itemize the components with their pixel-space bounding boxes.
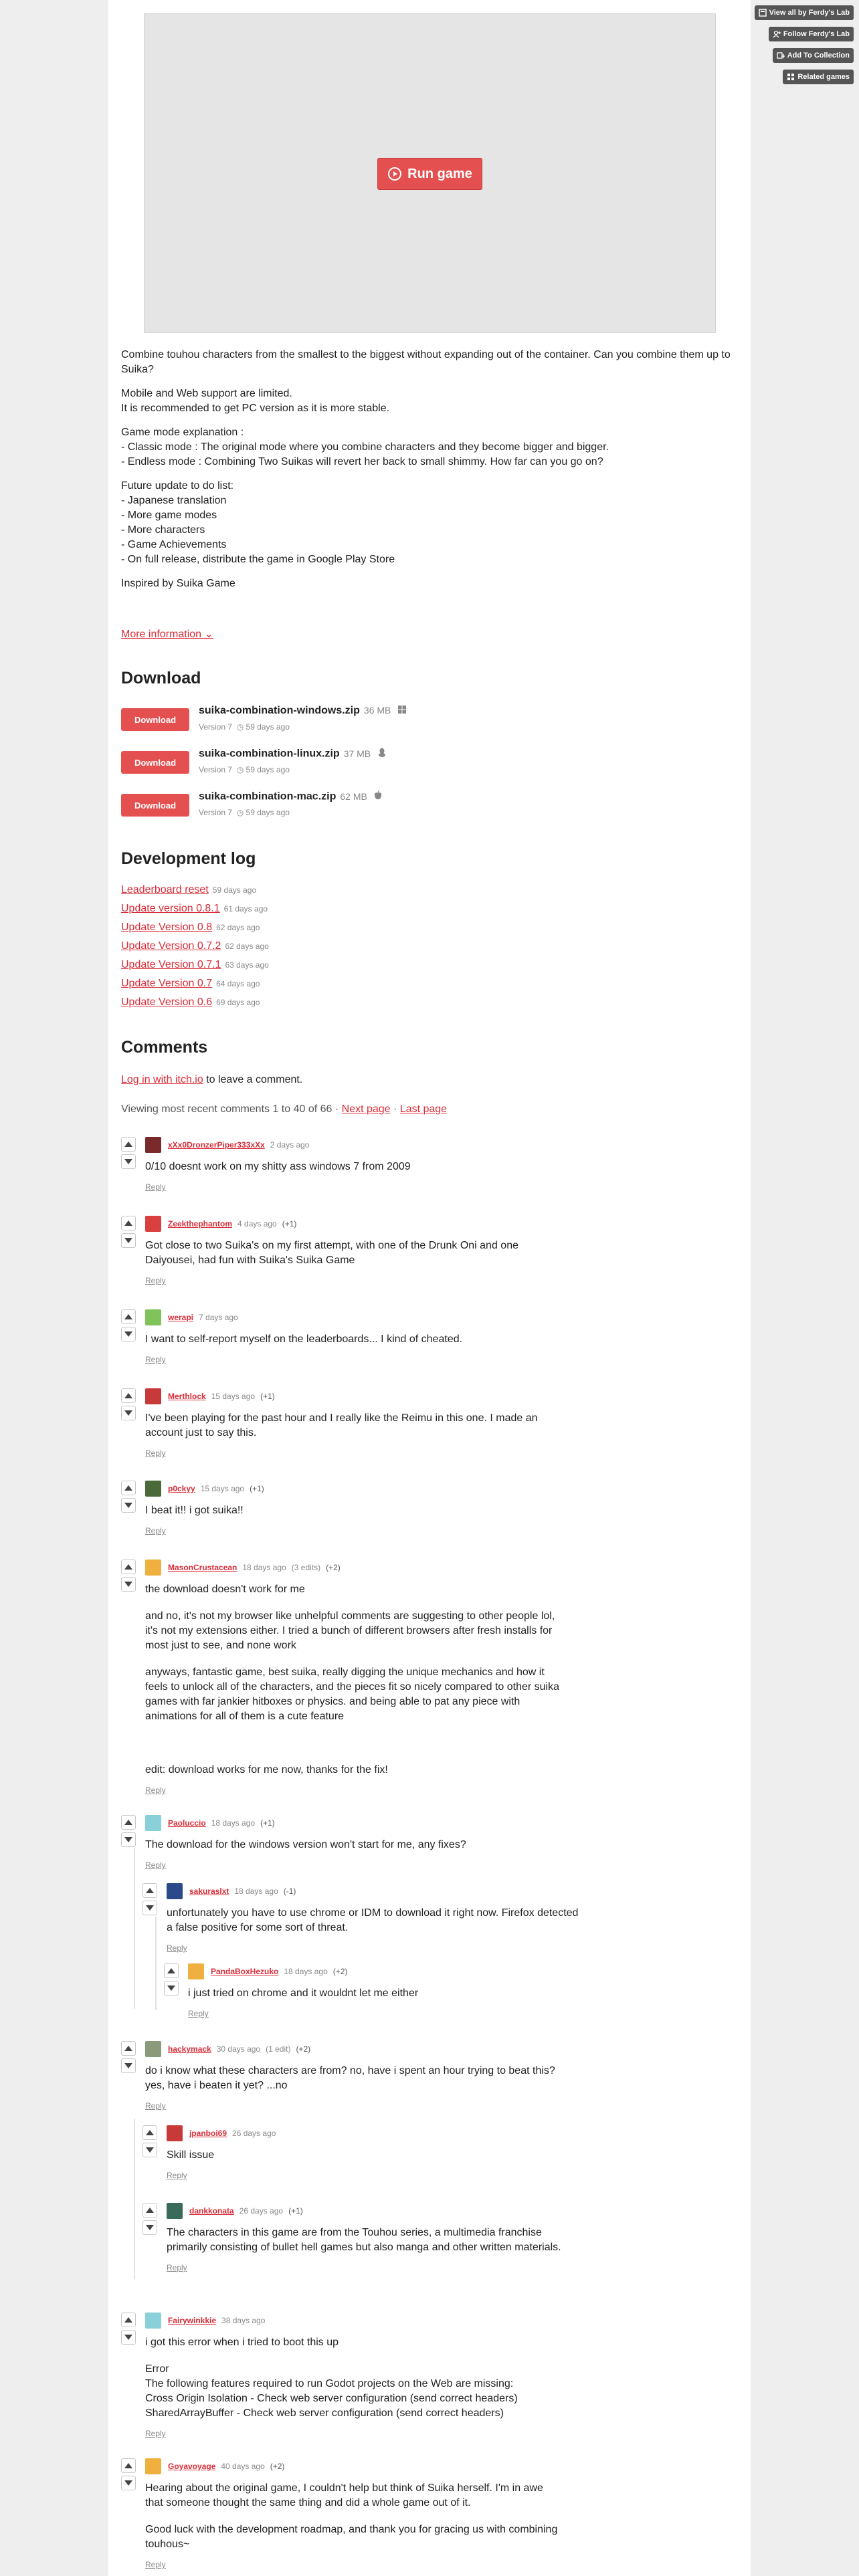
downvote-button[interactable] xyxy=(142,2220,157,2235)
login-link[interactable]: Log in with itch.io xyxy=(121,1074,203,1085)
file-size: 37 MB xyxy=(343,748,371,759)
comment-body xyxy=(145,1160,560,1194)
download-mac-button[interactable]: Download xyxy=(121,794,189,817)
avatar[interactable] xyxy=(145,1815,161,1831)
upvote-button[interactable] xyxy=(121,1137,136,1152)
downvote-button[interactable] xyxy=(121,1327,136,1341)
comment-ago[interactable]: 2 days ago xyxy=(270,1140,310,1150)
comment-username[interactable]: Zeekthephantom xyxy=(168,1219,233,1228)
comment-header xyxy=(189,2206,303,2216)
reply-link[interactable]: Reply xyxy=(167,2171,187,2180)
comment-points: (+2) xyxy=(326,1563,341,1572)
comment-header xyxy=(168,1392,275,1401)
comment-username[interactable]: Fairywinkkie xyxy=(168,2316,217,2325)
comment-paragraph: I want to self-report myself on the leaderboards... I kind of cheated. xyxy=(145,1333,463,1345)
avatar[interactable] xyxy=(145,1560,161,1576)
file-version: Version 7 xyxy=(199,722,233,732)
reply-link[interactable]: Reply xyxy=(145,1448,166,1458)
arrow-up-icon xyxy=(124,1485,132,1491)
arrow-down-icon xyxy=(146,2147,154,2153)
reply-link[interactable]: Reply xyxy=(167,2263,187,2272)
devlog-ago: 64 days ago xyxy=(216,979,260,988)
vote-controls xyxy=(121,2458,136,2493)
pagination-separator: · xyxy=(390,1103,400,1115)
viewing-count: Viewing most recent comments 1 to 40 of 66 · xyxy=(121,1103,342,1115)
reply-link[interactable]: Reply xyxy=(145,2429,166,2438)
comment-paragraph: anyways, fantastic game, best suika, really digging the unique mechanics and how it feels to unlock all of the characters, and the pieces fit so nicely compared to other suika games with far jankier hitboxes or physics. and being able to pat any piece with animations for all of them is a cute feature xyxy=(145,1667,559,1722)
download-row-mac xyxy=(121,790,589,828)
arrow-down-icon xyxy=(124,1238,132,1243)
comment-edits: (1 edit) xyxy=(266,2044,291,2054)
apple-icon xyxy=(374,790,382,803)
downvote-button[interactable] xyxy=(142,1901,157,1915)
devlog-ago: 62 days ago xyxy=(216,923,260,932)
arrow-up-icon xyxy=(124,2463,132,2468)
upvote-button[interactable] xyxy=(142,1883,157,1898)
comment-body xyxy=(145,1582,560,1798)
comment-points: (+2) xyxy=(332,1967,348,1976)
comment-body xyxy=(145,1332,560,1367)
comments-heading: Comments xyxy=(121,1038,208,1057)
upvote-button[interactable] xyxy=(121,1388,136,1403)
follow-label: Follow Ferdy's Lab xyxy=(783,30,850,38)
file-name-text: suika-combination-linux.zip xyxy=(199,748,340,760)
add-collection-icon xyxy=(777,51,785,60)
comment-body xyxy=(145,2481,560,2572)
comment-ago[interactable]: 40 days ago xyxy=(221,2462,265,2471)
devlog-item xyxy=(121,884,256,896)
comment-ago[interactable]: 4 days ago xyxy=(237,1219,277,1228)
file-name xyxy=(199,790,382,803)
reply-link[interactable]: Reply xyxy=(145,1182,166,1192)
arrow-up-icon xyxy=(124,2317,132,2323)
arrow-up-icon xyxy=(124,1142,132,1147)
file-ago: 59 days ago xyxy=(246,765,290,774)
comment-username[interactable]: dankkonata xyxy=(189,2206,234,2216)
comment-edits: (3 edits) xyxy=(291,1563,321,1572)
pagination xyxy=(121,1103,447,1115)
devlog-ago: 69 days ago xyxy=(216,998,260,1007)
devlog-ago: 63 days ago xyxy=(225,960,269,970)
avatar[interactable] xyxy=(145,2041,161,2057)
comment-paragraph: Error The following features required to run Godot projects on the Web are missing: Cross Origin Isolation - Check web server configuration (send correct headers) SharedArrayBuffer - Check web server configuration (send correct headers) xyxy=(145,2363,518,2419)
comment-header xyxy=(168,2044,310,2054)
download-row-linux xyxy=(121,748,589,785)
avatar[interactable] xyxy=(145,1481,161,1497)
comment-username[interactable]: hackymack xyxy=(168,2044,211,2054)
avatar[interactable] xyxy=(145,2313,161,2329)
add-to-collection-label: Add To Collection xyxy=(787,51,850,60)
description-paragraph: Inspired by Suika Game xyxy=(121,578,235,589)
reply-thread-line xyxy=(155,1917,157,2010)
avatar[interactable] xyxy=(145,1216,161,1232)
reply-link[interactable]: Reply xyxy=(145,1276,166,1285)
reply-link[interactable]: Reply xyxy=(145,1355,166,1364)
devlog-link[interactable]: Update Version 0.8 xyxy=(121,922,213,933)
comment-body xyxy=(167,2226,581,2275)
upvote-button[interactable] xyxy=(121,2041,136,2056)
comment-ago[interactable]: 38 days ago xyxy=(221,2316,266,2325)
arrow-down-icon xyxy=(146,2225,154,2230)
download-windows-button[interactable]: Download xyxy=(121,708,189,731)
comment-paragraph: The characters in this game are from the Touhou series, a multimedia franchise primarily consisting of bullet hell games but also manga and other written materials. xyxy=(167,2227,561,2253)
upvote-button[interactable] xyxy=(121,1481,136,1495)
comment-header xyxy=(168,1484,264,1493)
comment-body xyxy=(167,2148,581,2183)
comment-body xyxy=(145,2335,560,2441)
file-name-text: suika-combination-mac.zip xyxy=(199,790,337,802)
comment-username[interactable]: Goyavoyage xyxy=(168,2462,216,2471)
comment-header xyxy=(168,1140,309,1150)
arrow-up-icon xyxy=(124,1314,132,1319)
comment-username[interactable]: Merthlock xyxy=(168,1392,206,1401)
downvote-button[interactable] xyxy=(121,2330,136,2345)
comment-ago[interactable]: 18 days ago xyxy=(242,1563,286,1572)
more-information-link[interactable] xyxy=(121,627,213,641)
add-to-collection-button[interactable] xyxy=(773,48,854,63)
comment-points: (+1) xyxy=(288,2206,303,2216)
arrow-up-icon xyxy=(146,2130,154,2135)
comment-paragraph: 0/10 doesnt work on my shitty ass windows 7 from 2009 xyxy=(145,1161,411,1172)
arrow-down-icon xyxy=(167,1985,175,1991)
devlog-link[interactable]: Update version 0.8.1 xyxy=(121,903,220,914)
arrow-up-icon xyxy=(124,2046,132,2051)
devlog-link[interactable]: Leaderboard reset xyxy=(121,884,209,895)
comment-paragraph: Good luck with the development roadmap, and thank you for gracing us with combining touhous~ xyxy=(145,2524,558,2550)
description-paragraph: Future update to do list: - Japanese translation - More game modes - More characters - Game Achievements - On full release, distribute the game in Google Play Store xyxy=(121,480,395,565)
arrow-up-icon xyxy=(146,2208,154,2213)
downvote-button[interactable] xyxy=(164,1981,179,1996)
related-games-button[interactable] xyxy=(783,70,854,84)
description-paragraph: Game mode explanation : - Classic mode : The original mode where you combine characters and they become bigger and bigger. - Endless mode : Combining Two Suikas will revert her back to small shimmy. How far can you go on? xyxy=(121,427,609,467)
comment-username[interactable]: p0ckyy xyxy=(168,1484,195,1493)
vote-controls xyxy=(164,1963,179,1998)
comment-username[interactable]: werapi xyxy=(168,1313,194,1322)
person-plus-icon xyxy=(773,30,781,38)
file-ago: 59 days ago xyxy=(246,808,290,817)
download-heading: Download xyxy=(121,669,201,687)
comment-ago[interactable]: 18 days ago xyxy=(234,1887,278,1896)
downvote-button[interactable] xyxy=(121,1832,136,1847)
arrow-down-icon xyxy=(124,2063,132,2068)
downvote-button[interactable] xyxy=(121,1406,136,1420)
vote-controls xyxy=(121,1481,136,1515)
windows-icon xyxy=(398,705,406,717)
reply-link[interactable]: Reply xyxy=(145,1526,166,1535)
devlog-item xyxy=(121,996,260,1008)
comment-username[interactable]: xXx0DronzerPiper333xXx xyxy=(168,1140,265,1150)
devlog-item xyxy=(121,959,269,971)
devlog-item xyxy=(121,922,260,934)
description-paragraph: Mobile and Web support are limited. It is recommended to get PC version as it is more stable. xyxy=(121,388,390,414)
arrow-up-icon xyxy=(124,1820,132,1825)
comment-header xyxy=(168,1818,275,1828)
file-meta: Version 7 ◷ 59 days ago xyxy=(199,765,290,774)
comment-ago[interactable]: 7 days ago xyxy=(199,1313,238,1322)
description-paragraph: Combine touhou characters from the smallest to the biggest without expanding out of the container. Can you combine them up to Suika? xyxy=(121,349,731,375)
file-name xyxy=(199,748,386,760)
vote-controls xyxy=(121,1216,136,1251)
comment-header xyxy=(189,2129,276,2138)
related-games-label: Related games xyxy=(797,73,850,81)
arrow-up-icon xyxy=(124,1393,132,1398)
comment-ago[interactable]: 15 days ago xyxy=(200,1484,245,1493)
file-version: Version 7 xyxy=(199,765,233,774)
devlog-ago: 62 days ago xyxy=(225,942,269,951)
view-all-button[interactable] xyxy=(755,5,854,20)
avatar[interactable] xyxy=(188,1963,204,1979)
upvote-button[interactable] xyxy=(164,1963,179,1978)
devlog-heading: Development log xyxy=(121,849,256,868)
upvote-button[interactable] xyxy=(142,2125,157,2140)
chevron-down-icon: ⌄ xyxy=(204,629,213,640)
grid-icon xyxy=(759,9,767,17)
upvote-button[interactable] xyxy=(121,1309,136,1324)
comment-username[interactable]: jpanboi69 xyxy=(189,2129,227,2138)
comment-ago[interactable]: 18 days ago xyxy=(284,1967,328,1976)
download-linux-button[interactable]: Download xyxy=(121,751,189,774)
comment-paragraph: I beat it!! i got suika!! xyxy=(145,1505,244,1516)
run-game-button[interactable] xyxy=(377,158,482,190)
avatar[interactable] xyxy=(167,2125,183,2141)
comment-body xyxy=(145,1838,560,1872)
arrow-down-icon xyxy=(124,1837,132,1842)
arrow-up-icon xyxy=(124,1564,132,1570)
comment-header xyxy=(211,1967,347,1976)
file-name xyxy=(199,705,406,717)
arrow-down-icon xyxy=(124,1159,132,1164)
upvote-button[interactable] xyxy=(121,2458,136,2473)
arrow-down-icon xyxy=(124,2480,132,2486)
vote-controls xyxy=(121,1309,136,1344)
download-row-windows xyxy=(121,705,589,742)
comment-header xyxy=(168,1219,296,1228)
downvote-button[interactable] xyxy=(121,2058,136,2073)
login-prompt xyxy=(121,1074,302,1086)
file-size: 62 MB xyxy=(340,790,367,802)
avatar[interactable] xyxy=(145,1137,161,1153)
comment-paragraph: Skill issue xyxy=(167,2149,215,2161)
devlog-link[interactable]: Update Version 0.7.1 xyxy=(121,959,221,970)
file-size: 36 MB xyxy=(363,705,391,716)
downvote-button[interactable] xyxy=(121,1233,136,1248)
downvote-button[interactable] xyxy=(121,1577,136,1592)
game-description xyxy=(121,348,737,601)
arrow-down-icon xyxy=(124,2335,132,2340)
vote-controls xyxy=(121,1815,136,1850)
comment-paragraph: I've been playing for the past hour and I really like the Reimu in this one. I made an account just to say this. xyxy=(145,1412,538,1438)
arrow-up-icon xyxy=(167,1968,175,1973)
avatar[interactable] xyxy=(167,1883,183,1899)
comment-paragraph: The download for the windows version won't start for me, any fixes? xyxy=(145,1839,466,1850)
run-game-label: Run game xyxy=(407,166,472,181)
comment-username[interactable]: PandaBoxHezuko xyxy=(211,1967,279,1976)
comment-header xyxy=(168,1313,238,1322)
downvote-button[interactable] xyxy=(142,2143,157,2157)
comment-header xyxy=(189,1887,296,1896)
comment-body xyxy=(145,1411,560,1461)
reply-link[interactable]: Reply xyxy=(145,2560,166,2569)
comment-paragraph: i got this error when i tried to boot this up xyxy=(145,2337,339,2348)
downvote-button[interactable] xyxy=(121,1154,136,1169)
related-icon xyxy=(787,73,795,81)
follow-button[interactable] xyxy=(769,27,854,41)
avatar[interactable] xyxy=(145,1388,161,1404)
comment-paragraph: do i know what these characters are from? no, have i spent an hour trying to beat this? yes, have i beaten it yet? ...no xyxy=(145,2065,555,2091)
arrow-down-icon xyxy=(124,1503,132,1508)
avatar[interactable] xyxy=(145,2458,161,2474)
upvote-button[interactable] xyxy=(121,1560,136,1574)
file-ago: 59 days ago xyxy=(246,722,290,732)
upvote-button[interactable] xyxy=(121,1216,136,1230)
vote-controls xyxy=(121,2041,136,2076)
comment-points: (+2) xyxy=(270,2462,285,2471)
comment-paragraph: and no, it's not my browser like unhelpful comments are suggesting to other people lol, it's not my extensions either. I tried a bunch of different browsers after fresh installs for most just to see, and none work xyxy=(145,1610,555,1651)
comment-ago[interactable]: 26 days ago xyxy=(232,2129,276,2138)
comment-body xyxy=(145,1503,560,1538)
play-circle-icon xyxy=(387,167,402,181)
downvote-button[interactable] xyxy=(121,1498,136,1513)
next-page-link[interactable]: Next page xyxy=(341,1103,391,1115)
comment-body xyxy=(145,1239,560,1288)
more-information-label: More information xyxy=(121,629,202,640)
avatar[interactable] xyxy=(167,2203,183,2219)
login-suffix: to leave a comment. xyxy=(203,1074,303,1085)
comment-points: (-1) xyxy=(283,1887,296,1896)
reply-link[interactable]: Reply xyxy=(145,1860,166,1870)
arrow-up-icon xyxy=(124,1220,132,1226)
comment-username[interactable]: sakuraslxt xyxy=(189,1887,229,1896)
comment-header xyxy=(168,2316,265,2325)
avatar[interactable] xyxy=(145,1309,161,1325)
reply-link[interactable]: Reply xyxy=(145,1786,166,1795)
comment-username[interactable]: Paoluccio xyxy=(168,1818,206,1828)
comment-paragraph: i just tried on chrome and it wouldnt let me either xyxy=(188,1988,419,1999)
arrow-up-icon xyxy=(146,1888,154,1893)
devlog-link[interactable]: Update Version 0.7 xyxy=(121,978,213,989)
reply-thread-line xyxy=(134,1848,135,2009)
file-meta: Version 7 ◷ 59 days ago xyxy=(199,808,290,817)
comment-points: (+2) xyxy=(296,2044,311,2054)
devlog-link[interactable]: Update Version 0.6 xyxy=(121,996,213,1008)
comment-paragraph: unfortunately you have to use chrome or IDM to download it right now. Firefox detected a false positive for some sort of threat. xyxy=(167,1907,579,1933)
comment-points: (+1) xyxy=(282,1219,297,1228)
comment-paragraph xyxy=(145,1736,560,1751)
reply-link[interactable]: Reply xyxy=(167,1943,187,1953)
comment-points: (+1) xyxy=(260,1392,275,1401)
comment-ago[interactable]: 18 days ago xyxy=(211,1818,256,1828)
comment-ago[interactable]: 30 days ago xyxy=(216,2044,261,2054)
comment-header xyxy=(168,1563,341,1572)
devlog-item xyxy=(121,903,268,915)
comment-points: (+1) xyxy=(260,1818,275,1828)
devlog-ago: 59 days ago xyxy=(212,885,257,895)
file-name-text: suika-combination-windows.zip xyxy=(199,705,360,717)
reply-thread-line xyxy=(134,2119,135,2279)
arrow-down-icon xyxy=(124,1331,132,1337)
vote-controls xyxy=(121,2313,136,2347)
devlog-item xyxy=(121,940,269,952)
reply-link[interactable]: Reply xyxy=(145,2101,166,2111)
comment-points: (+1) xyxy=(250,1484,264,1493)
vote-controls xyxy=(142,2125,157,2160)
comment-body xyxy=(167,1906,581,1955)
comment-header xyxy=(168,2462,284,2471)
arrow-down-icon xyxy=(124,1410,132,1416)
comment-ago[interactable]: 15 days ago xyxy=(211,1392,256,1401)
devlog-item xyxy=(121,978,260,990)
downvote-button[interactable] xyxy=(121,2476,136,2490)
comment-body xyxy=(145,2064,560,2113)
comment-paragraph: the download doesn't work for me xyxy=(145,1584,305,1595)
vote-controls xyxy=(121,1137,136,1172)
comment-paragraph: Got close to two Suika's on my first attempt, with one of the Drunk Oni and one Daiyousei, had fun with Suika's Suika Game xyxy=(145,1240,518,1266)
reply-link[interactable]: Reply xyxy=(188,2009,209,2018)
vote-controls xyxy=(142,1883,157,1918)
last-page-link[interactable]: Last page xyxy=(399,1103,448,1115)
comment-body xyxy=(188,1986,589,2021)
file-version: Version 7 xyxy=(199,808,233,817)
arrow-down-icon xyxy=(146,1905,154,1911)
vote-controls xyxy=(121,1388,136,1423)
view-all-label: View all by Ferdy's Lab xyxy=(769,9,850,17)
upvote-button[interactable] xyxy=(121,2313,136,2327)
devlog-link[interactable]: Update Version 0.7.2 xyxy=(121,940,221,952)
upvote-button[interactable] xyxy=(121,1815,136,1830)
upvote-button[interactable] xyxy=(142,2203,157,2218)
arrow-down-icon xyxy=(124,1582,132,1587)
devlog-ago: 61 days ago xyxy=(223,904,268,914)
vote-controls xyxy=(142,2203,157,2238)
comment-paragraph: Hearing about the original game, I couldn't help but think of Suika herself. I'm in awe that someone thought the same thing and did a whole game out of it. xyxy=(145,2482,543,2508)
file-meta: Version 7 ◷ 59 days ago xyxy=(199,722,290,732)
linux-icon xyxy=(378,748,386,760)
comment-ago[interactable]: 26 days ago xyxy=(239,2206,284,2216)
comment-username[interactable]: MasonCrustacean xyxy=(168,1563,237,1572)
vote-controls xyxy=(121,1560,136,1594)
comment-paragraph: edit: download works for me now, thanks for the fix! xyxy=(145,1764,388,1776)
